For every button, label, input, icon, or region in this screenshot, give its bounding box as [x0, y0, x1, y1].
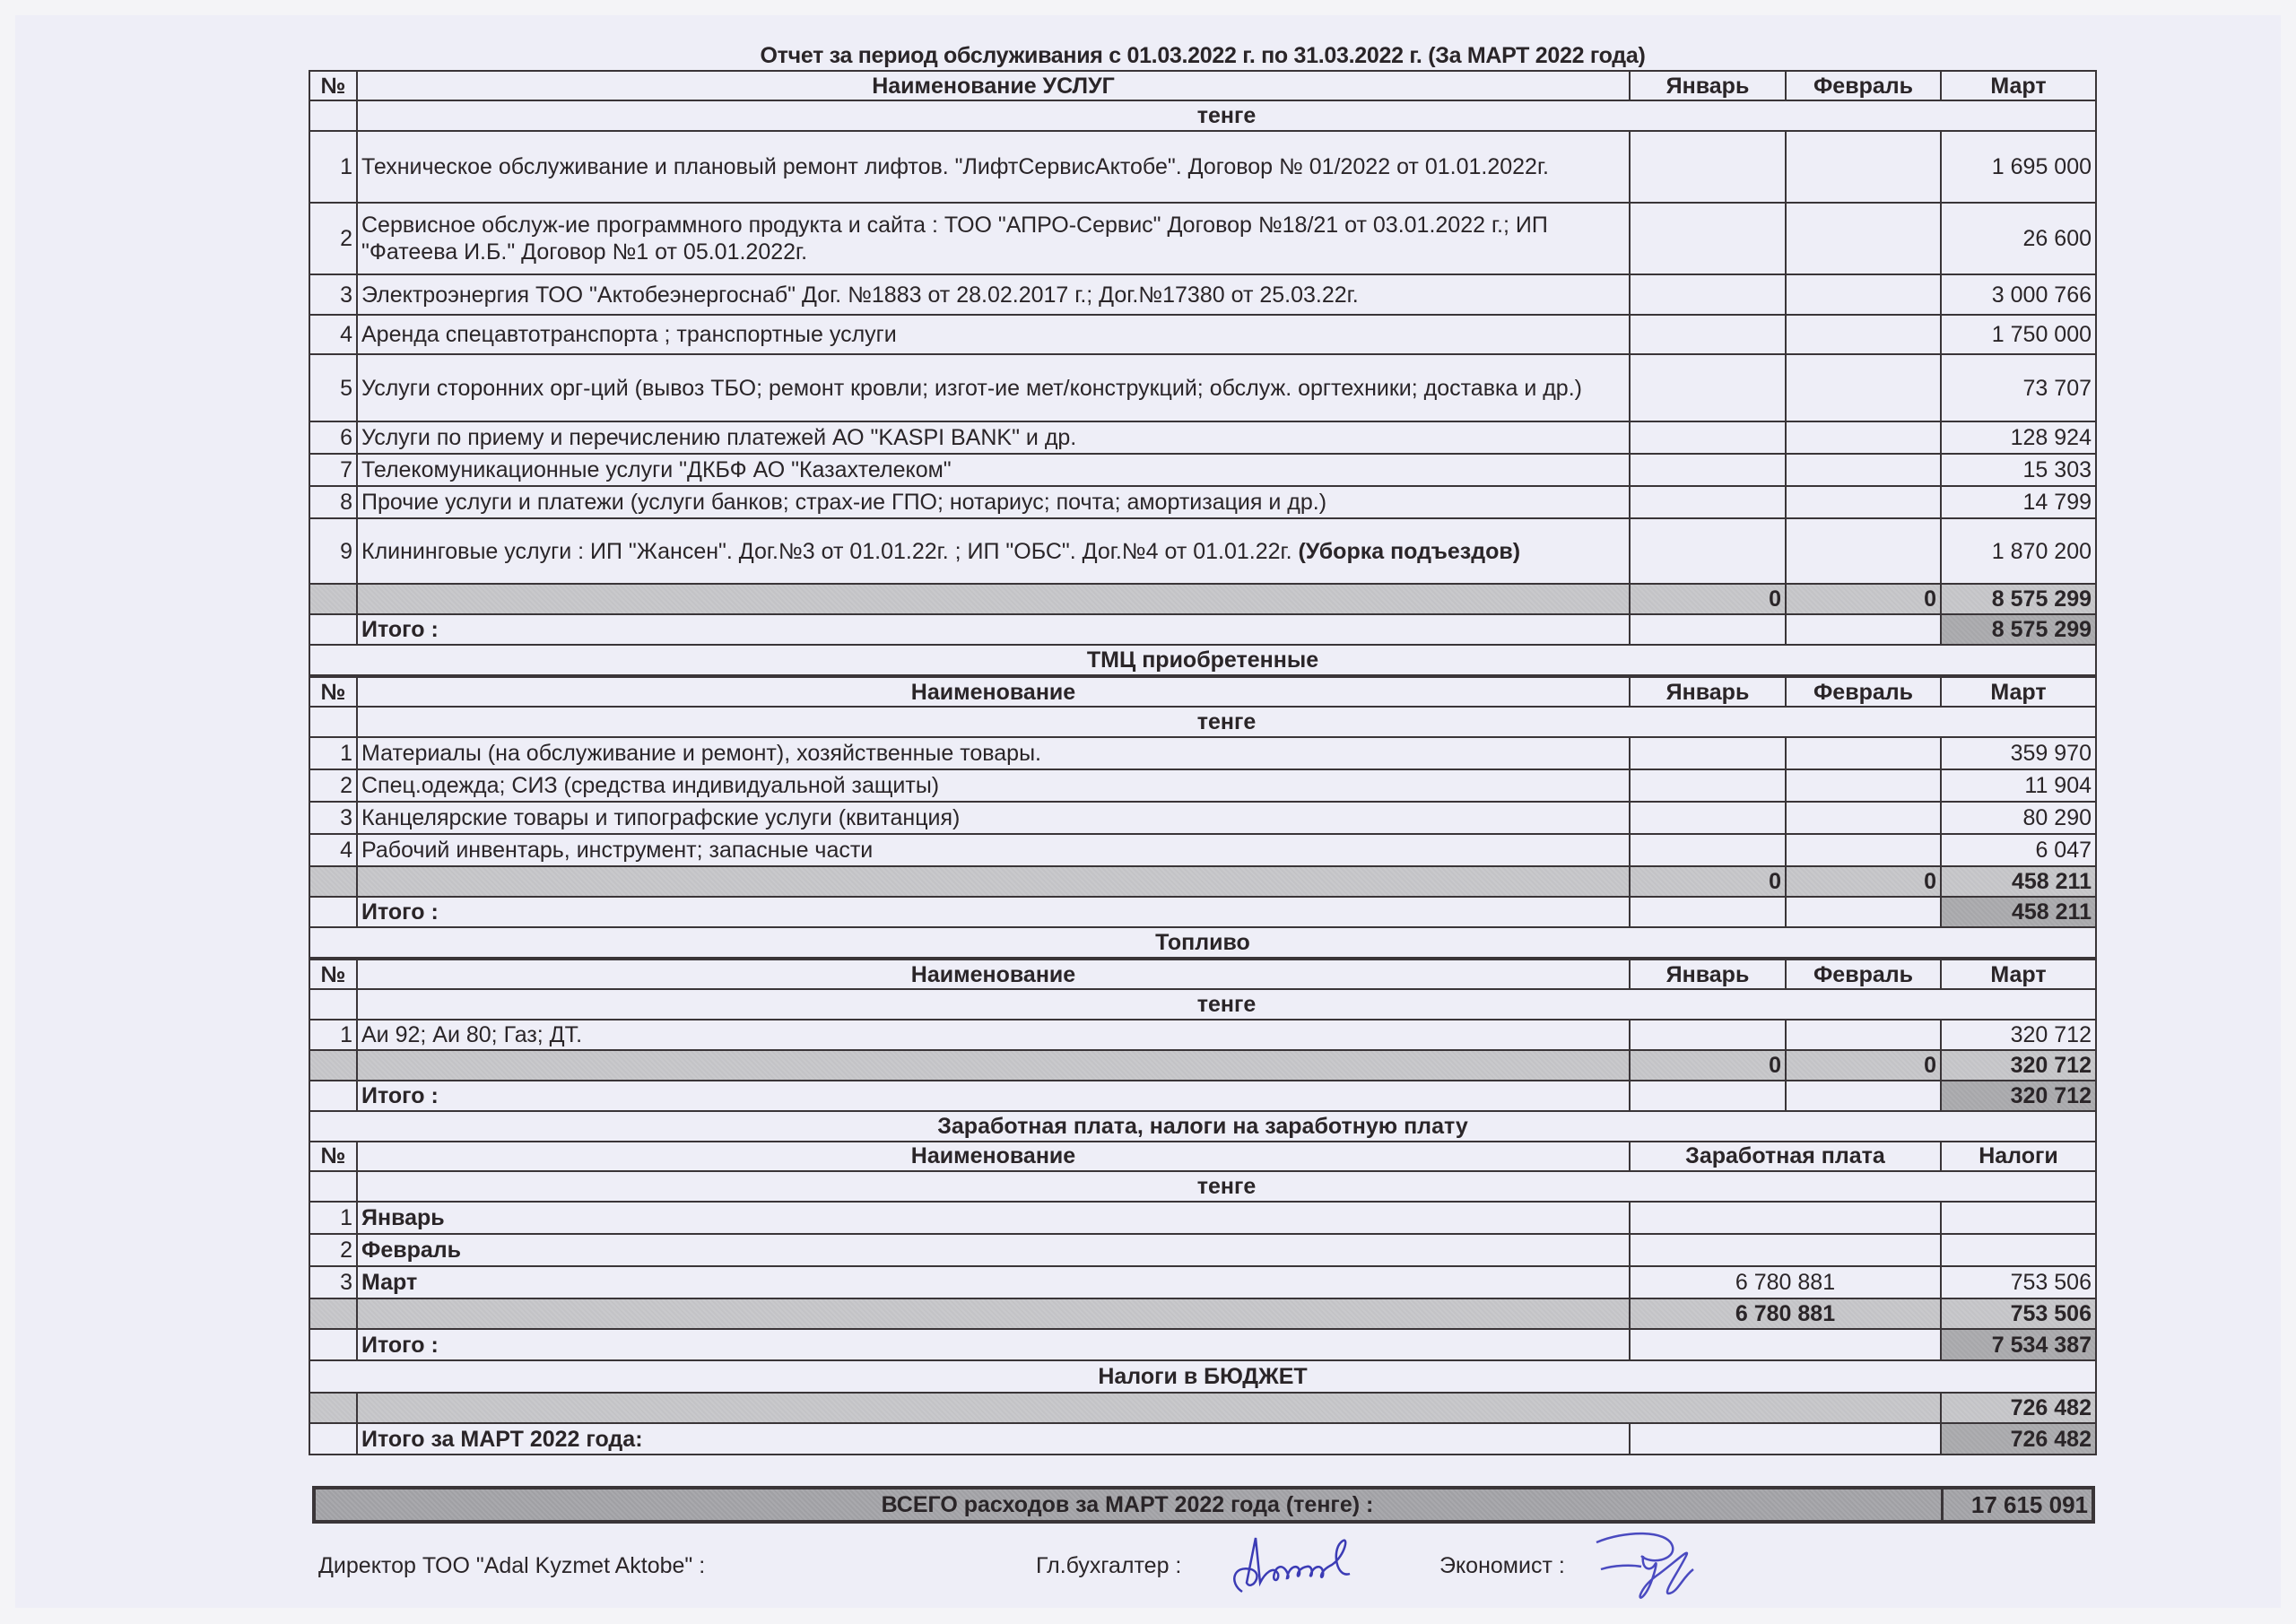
service-row — [309, 422, 2097, 455]
fuel-row — [309, 1020, 2097, 1051]
row-number: 3 — [309, 803, 356, 835]
january-value — [1629, 519, 1785, 585]
fuel-total-row — [309, 1081, 2097, 1112]
column-header-february: Февраль — [1785, 676, 1940, 708]
empty-cell — [356, 867, 1629, 898]
february-value — [1785, 422, 1940, 455]
empty-cell — [1629, 615, 1785, 646]
column-header-january: Январь — [1629, 676, 1785, 708]
service-name — [356, 355, 1629, 422]
subtotal-february: 0 — [1785, 1051, 1940, 1081]
subtotal-january: 0 — [1629, 1051, 1785, 1081]
march-value: 11 904 — [1940, 770, 2097, 803]
section-title: Топливо — [309, 928, 2097, 959]
currency-label: тенге — [356, 1172, 2097, 1203]
fuel-name: Аи 92; Аи 80; Газ; ДТ. — [356, 1020, 1629, 1051]
goods-subtotal-row — [309, 867, 2097, 898]
goods-name: Материалы (на обслуживание и ремонт), хозяйственные товары. — [356, 738, 1629, 770]
column-header-january: Январь — [1629, 959, 1785, 990]
service-name — [356, 316, 1629, 355]
total-value: 7 534 387 — [1940, 1330, 2097, 1361]
january-value — [1629, 422, 1785, 455]
section-title: Заработная плата, налоги на заработную плату — [309, 1112, 2097, 1142]
salary-currency-row — [309, 1172, 2097, 1203]
salary-row — [309, 1235, 2097, 1267]
row-number: 3 — [309, 275, 356, 316]
budget-subtotal-value: 726 482 — [1940, 1394, 2097, 1424]
month-name: Февраль — [356, 1235, 1629, 1267]
january-value — [1629, 738, 1785, 770]
january-value — [1629, 770, 1785, 803]
column-header-no: № — [309, 1142, 356, 1172]
january-value — [1629, 355, 1785, 422]
row-number: 2 — [309, 204, 356, 275]
salary-total-row — [309, 1330, 2097, 1361]
subtotal-february: 0 — [1785, 585, 1940, 615]
march-value: 26 600 — [1940, 204, 2097, 275]
empty-cell — [309, 101, 356, 132]
row-number: 7 — [309, 455, 356, 487]
row-number: 1 — [309, 1020, 356, 1051]
empty-cell — [309, 1394, 356, 1424]
february-value — [1785, 355, 1940, 422]
empty-cell — [309, 898, 356, 928]
january-value — [1629, 803, 1785, 835]
empty-cell — [1785, 898, 1940, 928]
total-value: 726 482 — [1940, 1424, 2097, 1455]
director-signature-label: Директор ТОО "Adal Kyzmet Aktobe" : — [318, 1553, 706, 1578]
service-name — [356, 519, 1629, 585]
service-row — [309, 275, 2097, 316]
budget-section-title — [309, 1361, 2097, 1394]
salary-value — [1629, 1203, 1940, 1235]
row-number: 1 — [309, 132, 356, 204]
total-label: Итого : — [356, 615, 1629, 646]
empty-cell — [309, 867, 356, 898]
february-value — [1785, 275, 1940, 316]
subtotal-january: 0 — [1629, 867, 1785, 898]
row-number: 1 — [309, 1203, 356, 1235]
empty-cell — [309, 1299, 356, 1330]
subtotal-salary: 6 780 881 — [1629, 1299, 1940, 1330]
service-name — [356, 455, 1629, 487]
march-value: 320 712 — [1940, 1020, 2097, 1051]
service-name-text: Прочие услуги и платежи (услуги банков; страх-ие ГПО; нотариус; почта; амортизация и др.) — [361, 490, 1327, 515]
march-value: 14 799 — [1940, 487, 2097, 519]
march-value: 80 290 — [1940, 803, 2097, 835]
service-name-text: Телекомуникационные услуги "ДКБФ АО "Казахтелеком" — [361, 457, 952, 482]
subtotal-tax: 753 506 — [1940, 1299, 2097, 1330]
tax-value: 753 506 — [1940, 1267, 2097, 1299]
january-value — [1629, 275, 1785, 316]
currency-label: тенге — [356, 708, 2097, 738]
empty-cell — [1629, 1424, 1940, 1455]
column-header-name: Наименование УСЛУГ — [356, 70, 1629, 101]
march-value: 1 870 200 — [1940, 519, 2097, 585]
column-header-january: Январь — [1629, 70, 1785, 101]
budget-subtotal-row — [309, 1394, 2097, 1424]
february-value — [1785, 835, 1940, 867]
empty-cell — [356, 1299, 1629, 1330]
goods-name: Спец.одежда; СИЗ (средства индивидуальной защиты) — [356, 770, 1629, 803]
february-value — [1785, 204, 1940, 275]
january-value — [1629, 204, 1785, 275]
service-row — [309, 355, 2097, 422]
february-value — [1785, 738, 1940, 770]
march-value: 1 750 000 — [1940, 316, 2097, 355]
column-header-no: № — [309, 70, 356, 101]
february-value — [1785, 803, 1940, 835]
empty-cell — [1785, 615, 1940, 646]
service-row — [309, 132, 2097, 204]
february-value — [1785, 455, 1940, 487]
row-number: 5 — [309, 355, 356, 422]
total-label: Итого : — [356, 1081, 1629, 1112]
january-value — [1629, 316, 1785, 355]
service-name — [356, 487, 1629, 519]
march-value: 6 047 — [1940, 835, 2097, 867]
empty-cell — [309, 1081, 356, 1112]
service-name-text: Услуги по приему и перечислению платежей АО "KASPI BANK" и др. — [361, 425, 1077, 450]
goods-total-row — [309, 898, 2097, 928]
goods-row — [309, 835, 2097, 867]
services-currency-row — [309, 101, 2097, 132]
row-number: 4 — [309, 835, 356, 867]
february-value — [1785, 487, 1940, 519]
service-name — [356, 204, 1629, 275]
january-value — [1629, 455, 1785, 487]
column-header-february: Февраль — [1785, 959, 1940, 990]
total-value: 458 211 — [1940, 898, 2097, 928]
empty-cell — [1629, 898, 1785, 928]
column-header-march: Март — [1940, 959, 2097, 990]
section-title: Налоги в БЮДЖЕТ — [309, 1361, 2097, 1394]
total-label: Итого : — [356, 1330, 1629, 1361]
salary-row — [309, 1203, 2097, 1235]
service-name — [356, 422, 1629, 455]
grand-total-value: 17 615 091 — [1941, 1489, 2092, 1520]
service-name-text: Сервисное обслуж-ие программного продукта и сайта : ТОО "АПРО-Сервис" Договор №18/21 от 03.01.2022 г.; ИП "Фатеева И.Б." Договор №1 от 05.01.2022г. — [361, 213, 1548, 265]
service-row — [309, 519, 2097, 585]
column-header-no: № — [309, 676, 356, 708]
service-name-text: Клининговые услуги : ИП "Жансен". Дог.№3 от 01.01.22г. ; ИП "ОБС". Дог.№4 от 01.01.22г. — [361, 538, 1299, 564]
service-row — [309, 487, 2097, 519]
subtotal-january: 0 — [1629, 585, 1785, 615]
services-subtotal-row — [309, 585, 2097, 615]
column-header-name: Наименование — [356, 959, 1629, 990]
january-value — [1629, 1020, 1785, 1051]
goods-row — [309, 770, 2097, 803]
empty-cell — [356, 1051, 1629, 1081]
accountant-signature-label: Гл.бухгалтер : — [1036, 1553, 1182, 1578]
salary-row — [309, 1267, 2097, 1299]
march-value: 128 924 — [1940, 422, 2097, 455]
currency-label: тенге — [356, 990, 2097, 1020]
column-header-march: Март — [1940, 676, 2097, 708]
column-header-name: Наименование — [356, 676, 1629, 708]
column-header-salary: Заработная плата — [1629, 1142, 1940, 1172]
february-value — [1785, 770, 1940, 803]
budget-total-row — [309, 1424, 2097, 1455]
empty-cell — [309, 585, 356, 615]
service-name-text: Аренда спецавтотранспорта ; транспортные услуги — [361, 322, 897, 347]
empty-cell — [1629, 1081, 1785, 1112]
grand-total-label: ВСЕГО расходов за МАРТ 2022 года (тенге) : — [881, 1491, 1374, 1517]
fuel-column-header-row — [309, 959, 2097, 990]
fuel-section-title — [309, 928, 2097, 959]
service-name-text: Услуги сторонних орг-ций (вывоз ТБО; ремонт кровли; изгот-ие мет/конструкций; обслуж. оргтехники; доставка и др.) — [361, 375, 1582, 401]
goods-section-title — [309, 646, 2097, 676]
goods-column-header-row — [309, 676, 2097, 708]
row-number: 3 — [309, 1267, 356, 1299]
column-header-no: № — [309, 959, 356, 990]
service-row — [309, 204, 2097, 275]
services-column-header-row — [309, 70, 2097, 101]
month-name: Январь — [356, 1203, 1629, 1235]
tax-value — [1940, 1203, 2097, 1235]
goods-currency-row — [309, 708, 2097, 738]
february-value — [1785, 1020, 1940, 1051]
salary-value — [1629, 1235, 1940, 1267]
empty-cell — [309, 990, 356, 1020]
service-row — [309, 316, 2097, 355]
column-header-february: Февраль — [1785, 70, 1940, 101]
salary-value: 6 780 881 — [1629, 1267, 1940, 1299]
column-header-tax: Налоги — [1940, 1142, 2097, 1172]
march-value: 15 303 — [1940, 455, 2097, 487]
total-label: Итого за МАРТ 2022 года: — [356, 1424, 1629, 1455]
january-value — [1629, 487, 1785, 519]
service-name — [356, 275, 1629, 316]
empty-cell — [1785, 1081, 1940, 1112]
row-number: 1 — [309, 738, 356, 770]
february-value — [1785, 519, 1940, 585]
subtotal-february: 0 — [1785, 867, 1940, 898]
tax-value — [1940, 1235, 2097, 1267]
service-name — [356, 132, 1629, 204]
service-name-text: Техническое обслуживание и плановый ремонт лифтов. "ЛифтСервисАктобе". Договор № 01/2022 от 01.01.2022г. — [361, 154, 1549, 179]
row-number: 9 — [309, 519, 356, 585]
empty-cell — [1629, 1330, 1940, 1361]
accountant-signature — [1224, 1529, 1381, 1601]
service-name-emphasis: (Уборка подъездов) — [1298, 538, 1521, 564]
subtotal-march: 8 575 299 — [1940, 585, 2097, 615]
row-number: 2 — [309, 1235, 356, 1267]
empty-cell — [309, 1424, 356, 1455]
fuel-subtotal-row — [309, 1051, 2097, 1081]
report-title: Отчет за период обслуживания с 01.03.2022 г. по 31.03.2022 г. (За МАРТ 2022 года) — [760, 43, 1646, 68]
goods-row — [309, 738, 2097, 770]
empty-cell — [356, 585, 1629, 615]
goods-name: Канцелярские товары и типографские услуги (квитанция) — [356, 803, 1629, 835]
row-number: 8 — [309, 487, 356, 519]
goods-name: Рабочий инвентарь, инструмент; запасные части — [356, 835, 1629, 867]
column-header-name: Наименование — [356, 1142, 1629, 1172]
currency-label: тенге — [356, 101, 2097, 132]
service-row — [309, 455, 2097, 487]
row-number: 6 — [309, 422, 356, 455]
salary-subtotal-row — [309, 1299, 2097, 1330]
february-value — [1785, 132, 1940, 204]
salary-column-header-row — [309, 1142, 2097, 1172]
march-value: 73 707 — [1940, 355, 2097, 422]
column-header-march: Март — [1940, 70, 2097, 101]
empty-cell — [309, 1051, 356, 1081]
empty-cell — [309, 708, 356, 738]
empty-cell — [356, 1394, 1940, 1424]
empty-cell — [309, 615, 356, 646]
month-name: Март — [356, 1267, 1629, 1299]
february-value — [1785, 316, 1940, 355]
march-value: 1 695 000 — [1940, 132, 2097, 204]
subtotal-march: 458 211 — [1940, 867, 2097, 898]
salary-section-title — [309, 1112, 2097, 1142]
total-value: 8 575 299 — [1940, 615, 2097, 646]
service-name-text: Электроэнергия ТОО "Актобеэнергоснаб" Дог. №1883 от 28.02.2017 г.; Дог.№17380 от 25.03.22г. — [361, 282, 1359, 308]
subtotal-march: 320 712 — [1940, 1051, 2097, 1081]
economist-signature-label: Экономист : — [1439, 1553, 1565, 1578]
economist-signature — [1587, 1529, 1713, 1605]
grand-total-row — [312, 1486, 2095, 1524]
january-value — [1629, 132, 1785, 204]
total-value: 320 712 — [1940, 1081, 2097, 1112]
services-total-row — [309, 615, 2097, 646]
fuel-currency-row — [309, 990, 2097, 1020]
section-title: ТМЦ приобретенные — [309, 646, 2097, 676]
march-value: 3 000 766 — [1940, 275, 2097, 316]
empty-cell — [309, 1330, 356, 1361]
row-number: 2 — [309, 770, 356, 803]
total-label: Итого : — [356, 898, 1629, 928]
goods-row — [309, 803, 2097, 835]
january-value — [1629, 835, 1785, 867]
empty-cell — [309, 1172, 356, 1203]
march-value: 359 970 — [1940, 738, 2097, 770]
row-number: 4 — [309, 316, 356, 355]
